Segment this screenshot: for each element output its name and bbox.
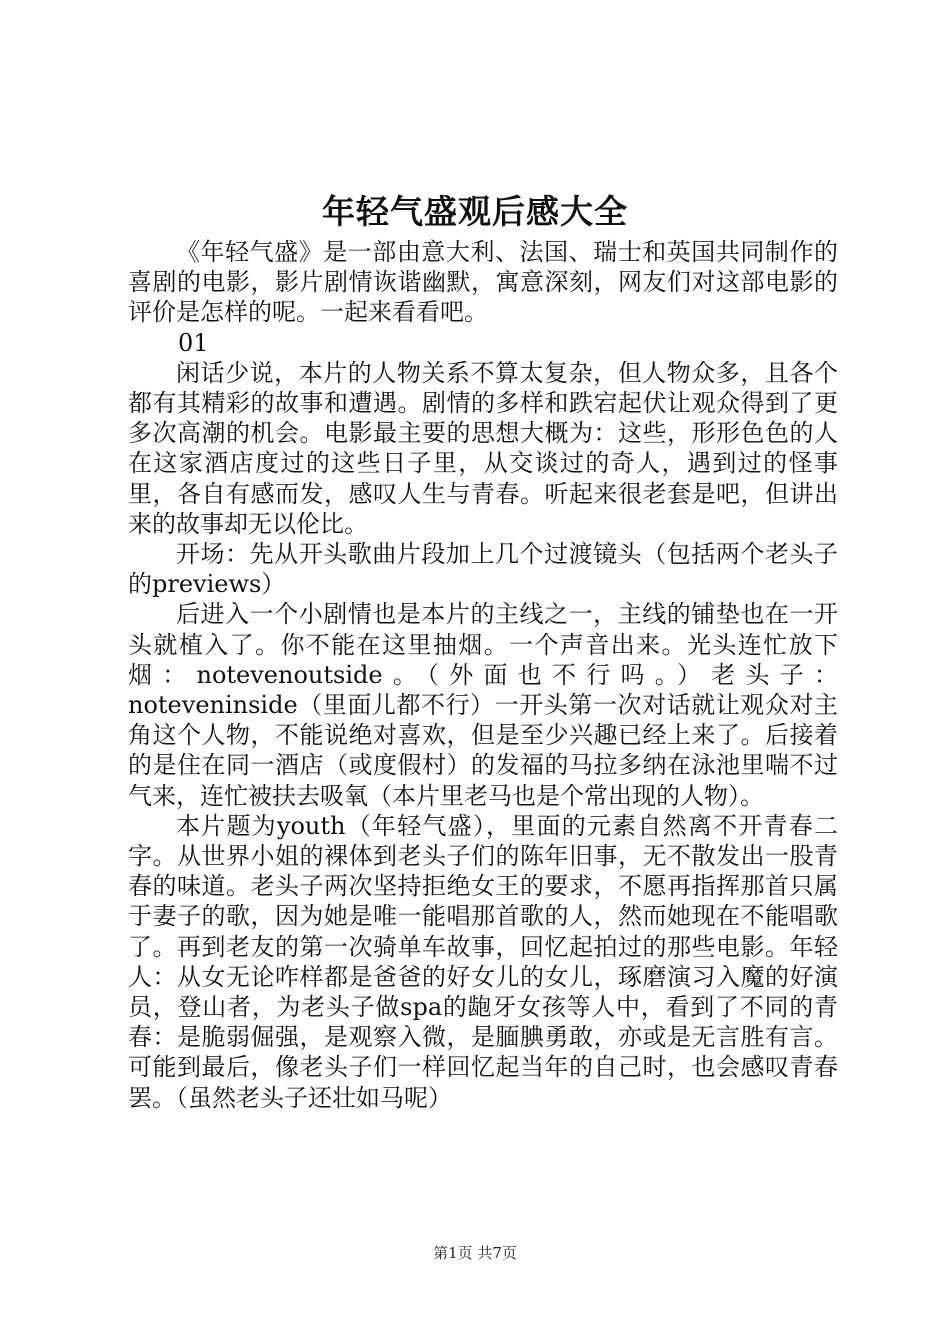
paragraph-overview: 闲话少说，本片的人物关系不算太复杂，但人物众多，且各个都有其精彩的故事和遭遇。剧情的多样和跌宕起伏让观众得到了更多次高潮的机会。电影最主要的思想大概为：这些，形形色色的人在这家酒店度过的这些日子里，从交谈过的奇人，遇到过的怪事里，各自有感而发，感叹人生与青春。听起来很老套是吧，但讲出来的故事却无以伦比。 xyxy=(128,358,838,538)
paragraph-opening: 开场：先从开头歌曲片段加上几个过渡镜头（包括两个老头子的previews） xyxy=(128,540,838,599)
paragraph-intro: 《年轻气盛》是一部由意大利、法国、瑞士和英国共同制作的喜剧的电影，影片剧情诙谐幽默，寓意深刻，网友们对这部电影的评价是怎样的呢。一起来看看吧。 xyxy=(128,238,838,327)
paragraph-mainline: 后进入一个小剧情也是本片的主线之一，主线的铺垫也在一开头就植入了。你不能在这里抽烟。一个声音出来。光头连忙放下烟：notevenoutside。（外面也不行吗。）老头子：noteveninside（里面儿都不行）一开头第一次对话就让观众对主角这个人物，不能说绝对喜欢，但是至少兴趣已经上来了。后接着的是住在同一酒店（或度假村）的发福的马拉多纳在泳池里喘不过气来，连忙被扶去吸氧（本片里老马也是个常出现的人物）。 xyxy=(128,600,838,810)
section-number: 01 xyxy=(178,328,209,357)
document-title: 年轻气盛观后感大全 xyxy=(322,192,628,231)
page-number-indicator: 第1页 共7页 xyxy=(433,1244,517,1262)
document-body xyxy=(128,237,838,1113)
paragraph-youth-theme: 本片题为youth（年轻气盛），里面的元素自然离不开青春二字。从世界小姐的裸体到老头子们的陈年旧事，无不散发出一股青春的味道。老头子两次坚持拒绝女王的要求，不愿再指挥那首只属于妻子的歌，因为她是唯一能唱那首歌的人，然而她现在不能唱歌了。再到老友的第一次骑单车故事，回忆起拍过的那些电影。年轻人：从女无论咋样都是爸爸的好女儿的女儿，琢磨演习入魔的好演员，登山者，为老头子做spa的龅牙女孩等人中，看到了不同的青春：是脆弱倔强，是观察入微，是腼腆勇敢，亦或是无言胜有言。可能到最后，像老头子们一样回忆起当年的自己时，也会感叹青春罢。（虽然老头子还壮如马呢） xyxy=(128,811,838,1112)
